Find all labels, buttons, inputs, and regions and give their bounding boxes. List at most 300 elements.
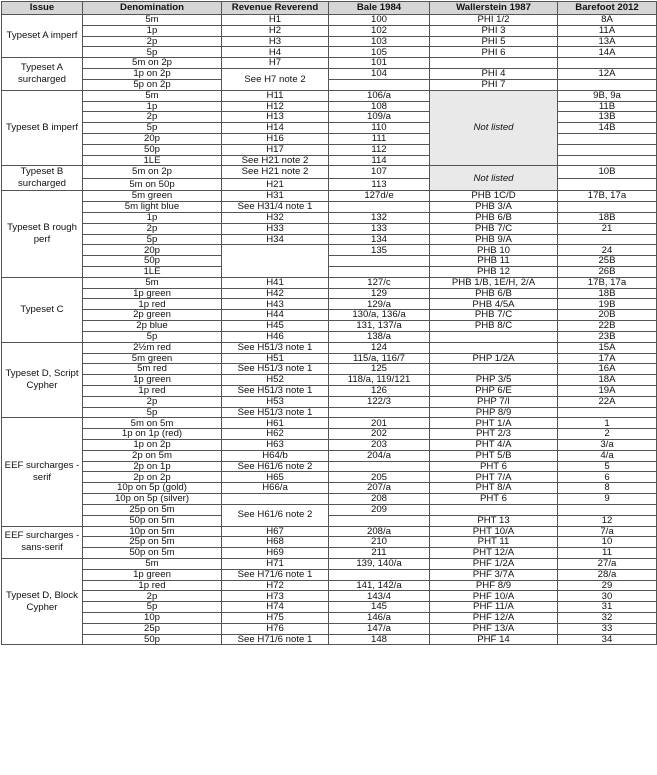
wallerstein-1987-cell: PHP 7/I (430, 396, 558, 407)
bale-1984-cell (329, 256, 430, 267)
wallerstein-1987-cell: PHT 12/A (430, 548, 558, 559)
bale-1984-cell: 111 (329, 133, 430, 144)
denomination-cell: 2p blue (83, 321, 222, 332)
denomination-cell: 5m on 2p (83, 166, 222, 178)
table-row (2, 634, 657, 645)
table-row (2, 450, 657, 461)
wallerstein-1987-cell: PHI 6 (430, 47, 558, 58)
revenue-reverend-cell: H51 (222, 353, 329, 364)
table-row (2, 353, 657, 364)
revenue-reverend-cell: H74 (222, 602, 329, 613)
bale-1984-cell: 102 (329, 25, 430, 36)
revenue-reverend-cell: H34 (222, 234, 329, 245)
wallerstein-1987-cell: PHT 7/A (430, 472, 558, 483)
barefoot-2012-cell: 17B, 17a (558, 277, 657, 288)
wallerstein-1987-cell: PHF 1/2A (430, 558, 558, 569)
revenue-reverend-cell: H73 (222, 591, 329, 602)
bale-1984-cell: 205 (329, 472, 430, 483)
barefoot-2012-cell: 11B (558, 101, 657, 112)
barefoot-2012-cell (558, 58, 657, 69)
revenue-reverend-cell: See H61/6 note 2 (222, 504, 329, 526)
table-row (2, 483, 657, 494)
header-bale-1984: Bale 1984 (329, 2, 430, 15)
bale-1984-cell: 129 (329, 288, 430, 299)
table-row (2, 558, 657, 569)
bale-1984-cell: 115/a, 116/7 (329, 353, 430, 364)
denomination-cell: 10p (83, 613, 222, 624)
table-row (2, 112, 657, 123)
bale-1984-cell: 203 (329, 440, 430, 451)
denomination-cell: 50p (83, 634, 222, 645)
barefoot-2012-cell: 14A (558, 47, 657, 58)
bale-1984-cell (329, 202, 430, 213)
barefoot-2012-cell: 3/a (558, 440, 657, 451)
wallerstein-1987-cell: PHI 1/2 (430, 15, 558, 26)
header-revenue-reverend: Revenue Reverend (222, 2, 329, 15)
wallerstein-1987-cell: PHF 13/A (430, 623, 558, 634)
bale-1984-cell (329, 267, 430, 278)
denomination-cell: 2p green (83, 310, 222, 321)
table-row (2, 375, 657, 386)
bale-1984-cell: 104 (329, 69, 430, 80)
wallerstein-1987-cell: PHF 10/A (430, 591, 558, 602)
bale-1984-cell: 107 (329, 166, 430, 178)
table-row (2, 133, 657, 144)
wallerstein-1987-cell: PHF 14 (430, 634, 558, 645)
denomination-cell: 1p (83, 212, 222, 223)
revenue-reverend-cell: H16 (222, 133, 329, 144)
wallerstein-1987-cell: PHP 8/9 (430, 407, 558, 418)
denomination-cell: 1p green (83, 569, 222, 580)
revenue-reverend-cell: H76 (222, 623, 329, 634)
table-row (2, 299, 657, 310)
revenue-reverend-cell: H71 (222, 558, 329, 569)
bale-1984-cell (329, 461, 430, 472)
revenue-reverend-cell: See H7 note 2 (222, 69, 329, 91)
denomination-cell: 2½m red (83, 342, 222, 353)
barefoot-2012-cell (558, 155, 657, 166)
barefoot-2012-cell: 1 (558, 418, 657, 429)
revenue-reverend-cell: H43 (222, 299, 329, 310)
barefoot-2012-cell (558, 133, 657, 144)
header-issue: Issue (2, 2, 83, 15)
table-row (2, 396, 657, 407)
table-row (2, 191, 657, 202)
table-row (2, 166, 657, 178)
bale-1984-cell: 125 (329, 364, 430, 375)
bale-1984-cell: 122/3 (329, 396, 430, 407)
wallerstein-1987-cell: PHB 1C/D (430, 191, 558, 202)
table-row (2, 548, 657, 559)
bale-1984-cell: 135 (329, 245, 430, 256)
barefoot-2012-cell: 16A (558, 364, 657, 375)
barefoot-2012-cell: 17A (558, 353, 657, 364)
header-barefoot-2012: Barefoot 2012 (558, 2, 657, 15)
barefoot-2012-cell (558, 79, 657, 90)
table-row (2, 69, 657, 80)
denomination-cell: 5p (83, 123, 222, 134)
revenue-reverend-cell (222, 245, 329, 277)
table-row (2, 440, 657, 451)
denomination-cell: 2p (83, 591, 222, 602)
revenue-reverend-cell: H65 (222, 472, 329, 483)
denomination-cell: 5m (83, 15, 222, 26)
denomination-cell: 5p on 2p (83, 79, 222, 90)
wallerstein-1987-cell: PHB 12 (430, 267, 558, 278)
revenue-reverend-cell: H64/b (222, 450, 329, 461)
denomination-cell: 20p (83, 245, 222, 256)
table-row (2, 461, 657, 472)
bale-1984-cell: 110 (329, 123, 430, 134)
denomination-cell: 5p (83, 407, 222, 418)
table-row (2, 526, 657, 537)
revenue-reverend-cell: H32 (222, 212, 329, 223)
denomination-cell: 5p (83, 47, 222, 58)
barefoot-2012-cell: 2 (558, 429, 657, 440)
wallerstein-1987-cell: PHB 9/A (430, 234, 558, 245)
barefoot-2012-cell: 26B (558, 267, 657, 278)
issue-cell: Typeset D, Script Cypher (2, 342, 83, 418)
bale-1984-cell: 113 (329, 178, 430, 190)
wallerstein-1987-cell (430, 342, 558, 353)
revenue-reverend-cell: H72 (222, 580, 329, 591)
barefoot-2012-cell: 19B (558, 299, 657, 310)
revenue-reverend-cell (222, 494, 329, 505)
table-row (2, 202, 657, 213)
revenue-reverend-cell: H7 (222, 58, 329, 69)
table-row (2, 602, 657, 613)
revenue-reverend-cell: H13 (222, 112, 329, 123)
table-row (2, 364, 657, 375)
wallerstein-1987-cell: PHI 5 (430, 36, 558, 47)
table-row (2, 267, 657, 278)
wallerstein-1987-cell (430, 331, 558, 342)
table-row (2, 580, 657, 591)
barefoot-2012-cell: 12 (558, 515, 657, 526)
barefoot-2012-cell (558, 144, 657, 155)
revenue-reverend-cell: H62 (222, 429, 329, 440)
denomination-cell: 1p on 2p (83, 440, 222, 451)
revenue-reverend-cell: H42 (222, 288, 329, 299)
bale-1984-cell: 141, 142/a (329, 580, 430, 591)
wallerstein-1987-cell: PHT 11 (430, 537, 558, 548)
barefoot-2012-cell: 21 (558, 223, 657, 234)
table-row (2, 234, 657, 245)
table-row (2, 321, 657, 332)
barefoot-2012-cell: 22A (558, 396, 657, 407)
denomination-cell: 5p (83, 331, 222, 342)
wallerstein-1987-cell: PHP 3/5 (430, 375, 558, 386)
revenue-reverend-cell: H41 (222, 277, 329, 288)
barefoot-2012-cell: 8A (558, 15, 657, 26)
wallerstein-1987-cell: PHB 6/B (430, 212, 558, 223)
bale-1984-cell: 210 (329, 537, 430, 548)
barefoot-2012-cell: 23B (558, 331, 657, 342)
wallerstein-1987-cell: PHT 2/3 (430, 429, 558, 440)
revenue-reverend-cell: H61 (222, 418, 329, 429)
wallerstein-1987-cell (430, 364, 558, 375)
barefoot-2012-cell: 18B (558, 212, 657, 223)
revenue-reverend-cell: H44 (222, 310, 329, 321)
wallerstein-1987-cell: PHT 5/B (430, 450, 558, 461)
bale-1984-cell: 129/a (329, 299, 430, 310)
bale-1984-cell: 145 (329, 602, 430, 613)
denomination-cell: 2p on 5m (83, 450, 222, 461)
revenue-reverend-cell: H69 (222, 548, 329, 559)
denomination-cell: 50p on 5m (83, 515, 222, 526)
revenue-reverend-cell: H45 (222, 321, 329, 332)
denomination-cell: 25p on 5m (83, 504, 222, 515)
barefoot-2012-cell: 7/a (558, 526, 657, 537)
barefoot-2012-cell (558, 202, 657, 213)
wallerstein-1987-cell (430, 504, 558, 515)
table-row (2, 25, 657, 36)
wallerstein-1987-cell: PHB 7/C (430, 223, 558, 234)
table-row (2, 569, 657, 580)
bale-1984-cell: 139, 140/a (329, 558, 430, 569)
barefoot-2012-cell: 30 (558, 591, 657, 602)
denomination-cell: 2p (83, 36, 222, 47)
wallerstein-1987-cell: PHT 8/A (430, 483, 558, 494)
denomination-cell: 50p on 5m (83, 548, 222, 559)
denomination-cell: 10p on 5p (silver) (83, 494, 222, 505)
denomination-cell: 25p on 5m (83, 537, 222, 548)
bale-1984-cell: 146/a (329, 613, 430, 624)
barefoot-2012-cell: 33 (558, 623, 657, 634)
denomination-cell: 1p (83, 101, 222, 112)
barefoot-2012-cell: 24 (558, 245, 657, 256)
bale-1984-cell: 130/a, 136/a (329, 310, 430, 321)
bale-1984-cell: 118/a, 119/121 (329, 375, 430, 386)
barefoot-2012-cell: 15A (558, 342, 657, 353)
denomination-cell: 1LE (83, 267, 222, 278)
table-row (2, 212, 657, 223)
wallerstein-1987-cell: PHP 1/2A (430, 353, 558, 364)
denomination-cell: 20p (83, 133, 222, 144)
barefoot-2012-cell: 10B (558, 166, 657, 178)
revenue-reverend-cell: See H51/3 note 1 (222, 407, 329, 418)
barefoot-2012-cell: 11A (558, 25, 657, 36)
bale-1984-cell (329, 407, 430, 418)
wallerstein-1987-cell: PHT 10/A (430, 526, 558, 537)
denomination-cell: 2p (83, 396, 222, 407)
denomination-cell: 50p (83, 144, 222, 155)
issue-cell: Typeset B rough perf (2, 191, 83, 278)
bale-1984-cell: 100 (329, 15, 430, 26)
denomination-cell: 5p (83, 602, 222, 613)
barefoot-2012-cell: 28/a (558, 569, 657, 580)
wallerstein-1987-cell: PHB 10 (430, 245, 558, 256)
table-row (2, 101, 657, 112)
barefoot-2012-cell: 29 (558, 580, 657, 591)
wallerstein-1987-cell: PHI 7 (430, 79, 558, 90)
wallerstein-1987-cell: PHI 4 (430, 69, 558, 80)
table-row (2, 90, 657, 101)
table-row (2, 178, 657, 190)
table-row (2, 155, 657, 166)
wallerstein-1987-cell: PHF 11/A (430, 602, 558, 613)
bale-1984-cell: 132 (329, 212, 430, 223)
denomination-cell: 1p red (83, 580, 222, 591)
barefoot-2012-cell: 19A (558, 385, 657, 396)
denomination-cell: 5m on 50p (83, 178, 222, 190)
barefoot-2012-cell: 31 (558, 602, 657, 613)
table-row (2, 591, 657, 602)
issue-cell: Typeset A imperf (2, 15, 83, 58)
bale-1984-cell: 101 (329, 58, 430, 69)
table-row (2, 223, 657, 234)
denomination-cell: 1p red (83, 299, 222, 310)
revenue-reverend-cell: See H31/4 note 1 (222, 202, 329, 213)
bale-1984-cell: 127d/e (329, 191, 430, 202)
wallerstein-1987-cell (430, 58, 558, 69)
wallerstein-1987-cell: PHB 3/A (430, 202, 558, 213)
denomination-cell: 1p green (83, 288, 222, 299)
table-row (2, 15, 657, 26)
stamp-catalogue-table (1, 1, 657, 645)
wallerstein-1987-cell: PHT 1/A (430, 418, 558, 429)
table-row (2, 331, 657, 342)
revenue-reverend-cell: H52 (222, 375, 329, 386)
denomination-cell: 2p on 2p (83, 472, 222, 483)
denomination-cell: 1p (83, 25, 222, 36)
bale-1984-cell: 133 (329, 223, 430, 234)
revenue-reverend-cell: H21 (222, 178, 329, 190)
bale-1984-cell: 209 (329, 504, 430, 515)
table-row (2, 504, 657, 515)
wallerstein-1987-cell: PHT 6 (430, 461, 558, 472)
barefoot-2012-cell: 14B (558, 123, 657, 134)
bale-1984-cell: 126 (329, 385, 430, 396)
barefoot-2012-cell: 6 (558, 472, 657, 483)
bale-1984-cell: 148 (329, 634, 430, 645)
denomination-cell: 5m green (83, 191, 222, 202)
bale-1984-cell: 207/a (329, 483, 430, 494)
table-row (2, 36, 657, 47)
revenue-reverend-cell: See H51/3 note 1 (222, 385, 329, 396)
issue-cell: Typeset B surcharged (2, 166, 83, 191)
revenue-reverend-cell: H3 (222, 36, 329, 47)
bale-1984-cell: 138/a (329, 331, 430, 342)
denomination-cell: 25p (83, 623, 222, 634)
table-row (2, 472, 657, 483)
wallerstein-1987-cell: PHB 7/C (430, 310, 558, 321)
table-row (2, 288, 657, 299)
barefoot-2012-cell: 18B (558, 288, 657, 299)
wallerstein-1987-cell: PHT 13 (430, 515, 558, 526)
barefoot-2012-cell: 13A (558, 36, 657, 47)
header-row (2, 2, 657, 15)
barefoot-2012-cell: 27/a (558, 558, 657, 569)
not-listed-cell: Not listed (430, 166, 558, 191)
barefoot-2012-cell (558, 504, 657, 515)
barefoot-2012-cell: 32 (558, 613, 657, 624)
issue-cell: EEF surcharges - serif (2, 418, 83, 526)
bale-1984-cell: 109/a (329, 112, 430, 123)
denomination-cell: 5m (83, 90, 222, 101)
revenue-reverend-cell: H11 (222, 90, 329, 101)
bale-1984-cell: 201 (329, 418, 430, 429)
revenue-reverend-cell: H1 (222, 15, 329, 26)
barefoot-2012-cell: 12A (558, 69, 657, 80)
barefoot-2012-cell: 5 (558, 461, 657, 472)
denomination-cell: 1LE (83, 155, 222, 166)
denomination-cell: 1p on 1p (red) (83, 429, 222, 440)
barefoot-2012-cell: 25B (558, 256, 657, 267)
header-wallerstein-1987: Wallerstein 1987 (430, 2, 558, 15)
table-row (2, 256, 657, 267)
barefoot-2012-cell (558, 178, 657, 190)
table-row (2, 144, 657, 155)
barefoot-2012-cell: 17B, 17a (558, 191, 657, 202)
table-row (2, 310, 657, 321)
revenue-reverend-cell: H46 (222, 331, 329, 342)
denomination-cell: 5m (83, 277, 222, 288)
bale-1984-cell: 147/a (329, 623, 430, 634)
bale-1984-cell: 106/a (329, 90, 430, 101)
table-row (2, 429, 657, 440)
table-row (2, 342, 657, 353)
denomination-cell: 1p on 2p (83, 69, 222, 80)
bale-1984-cell (329, 515, 430, 526)
revenue-reverend-cell: H17 (222, 144, 329, 155)
barefoot-2012-cell: 18A (558, 375, 657, 386)
wallerstein-1987-cell: PHB 11 (430, 256, 558, 267)
wallerstein-1987-cell: PHT 6 (430, 494, 558, 505)
bale-1984-cell (329, 569, 430, 580)
denomination-cell: 5m on 2p (83, 58, 222, 69)
barefoot-2012-cell: 9 (558, 494, 657, 505)
revenue-reverend-cell: See H51/3 note 1 (222, 342, 329, 353)
bale-1984-cell: 211 (329, 548, 430, 559)
revenue-reverend-cell: See H21 note 2 (222, 155, 329, 166)
bale-1984-cell: 202 (329, 429, 430, 440)
barefoot-2012-cell: 4/a (558, 450, 657, 461)
revenue-reverend-cell: H12 (222, 101, 329, 112)
denomination-cell: 50p (83, 256, 222, 267)
revenue-reverend-cell: See H71/6 note 1 (222, 634, 329, 645)
wallerstein-1987-cell: PHF 8/9 (430, 580, 558, 591)
table-row (2, 245, 657, 256)
bale-1984-cell: 143/4 (329, 591, 430, 602)
wallerstein-1987-cell: PHP 6/E (430, 385, 558, 396)
revenue-reverend-cell: H4 (222, 47, 329, 58)
bale-1984-cell: 124 (329, 342, 430, 353)
bale-1984-cell: 103 (329, 36, 430, 47)
wallerstein-1987-cell: PHI 3 (430, 25, 558, 36)
wallerstein-1987-cell: PHT 4/A (430, 440, 558, 451)
barefoot-2012-cell: 20B (558, 310, 657, 321)
barefoot-2012-cell: 22B (558, 321, 657, 332)
revenue-reverend-cell: H53 (222, 396, 329, 407)
wallerstein-1987-cell: PHB 6/B (430, 288, 558, 299)
bale-1984-cell: 208/a (329, 526, 430, 537)
table-row (2, 623, 657, 634)
revenue-reverend-cell: See H21 note 2 (222, 166, 329, 178)
revenue-reverend-cell: H14 (222, 123, 329, 134)
table-row (2, 613, 657, 624)
table-row (2, 123, 657, 134)
table-row (2, 79, 657, 90)
revenue-reverend-cell: H68 (222, 537, 329, 548)
barefoot-2012-cell: 10 (558, 537, 657, 548)
revenue-reverend-cell: See H51/3 note 1 (222, 364, 329, 375)
not-listed-cell: Not listed (430, 90, 558, 166)
denomination-cell: 2p (83, 223, 222, 234)
denomination-cell: 5m (83, 558, 222, 569)
issue-cell: Typeset C (2, 277, 83, 342)
bale-1984-cell: 108 (329, 101, 430, 112)
